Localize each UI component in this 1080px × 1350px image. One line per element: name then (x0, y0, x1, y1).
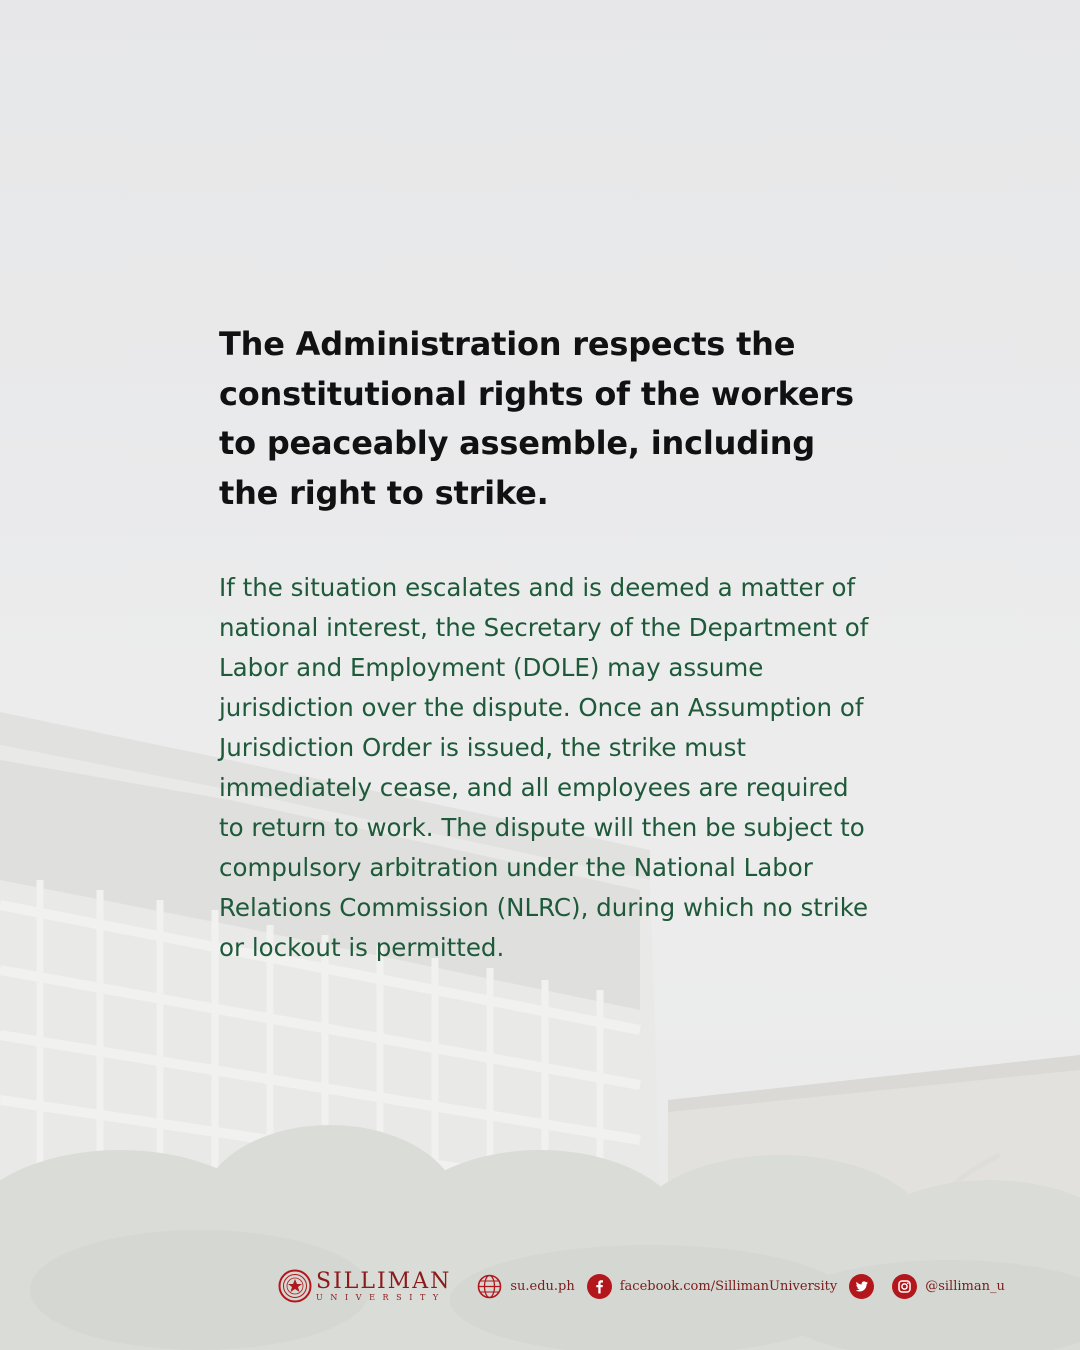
facebook-link[interactable] (587, 1274, 837, 1299)
footer-bar (278, 1268, 1005, 1304)
instagram-link[interactable] (892, 1274, 1005, 1299)
logo-subtitle: UNIVERSITY (316, 1292, 446, 1302)
logo-wordmark: SILLIMAN (316, 1268, 452, 1294)
website-link[interactable] (477, 1274, 574, 1299)
university-seal (278, 1269, 312, 1303)
twitter-icon (849, 1274, 874, 1299)
body-paragraph: If the situation escalates and is deemed a matter of national interest, the Secretary of the Department of Labor and Employment (DOLE) may assume jurisdiction over the dispute. Once an Assumption of Jurisdiction Order is issued, the strike must immediately cease, and all employees are required to return to work. The dispute will then be subject to compulsory arbitration under the National Labor Relations Commission (NLRC), during which no strike or lockout is permitted. (219, 573, 869, 962)
instagram-icon (892, 1274, 917, 1299)
twitter-link[interactable] (849, 1274, 882, 1299)
website-text: su.edu.ph (510, 1278, 575, 1294)
silliman-logo[interactable] (278, 1269, 451, 1303)
facebook-text: facebook.com/SillimanUniversity (619, 1278, 838, 1294)
headline: The Administration respects the constitutional rights of the workers to peaceably assemble, including the right to strike. (219, 325, 854, 512)
social-handle: @silliman_u (925, 1278, 1005, 1294)
facebook-icon (587, 1274, 612, 1299)
globe-icon (477, 1274, 502, 1299)
